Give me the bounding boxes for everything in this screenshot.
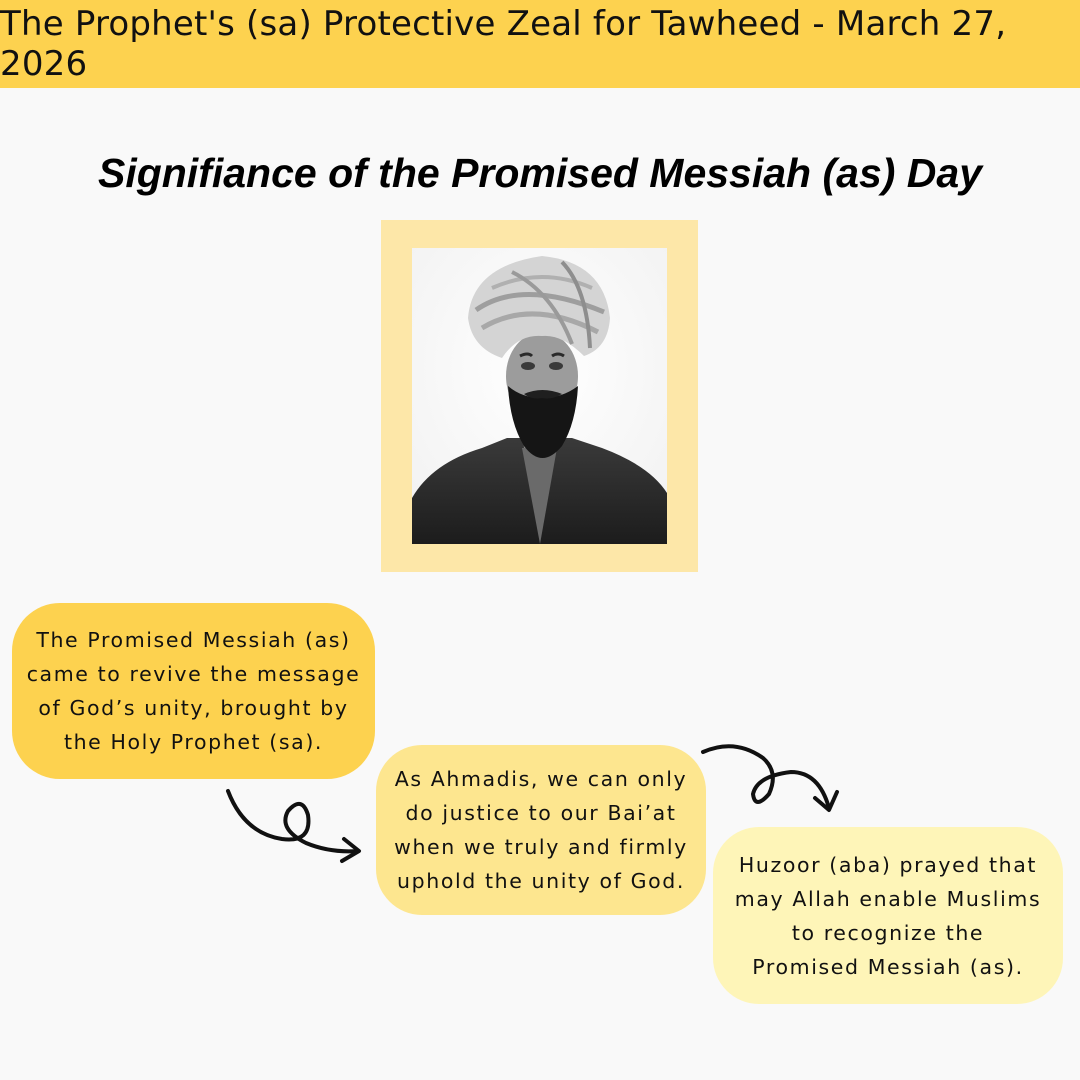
- portrait-photo: [412, 248, 667, 544]
- header-title: The Prophet's (sa) Protective Zeal for Tawheed - March 27, 2026: [0, 4, 1007, 84]
- message-text-3: Huzoor (aba) prayed that may Allah enable Muslims to recognize the Promised Messiah (as).: [734, 852, 1042, 979]
- portrait-frame: [381, 220, 698, 572]
- message-text-2: As Ahmadis, we can only do justice to our Bai’at when we truly and firmly uphold the unity of God.: [394, 767, 688, 893]
- message-bubble-3: [713, 827, 1063, 1004]
- header-banner: [0, 0, 1080, 88]
- message-text-1: The Promised Messiah (as) came to revive the message of God’s unity, brought by the Holy Prophet (sa).: [26, 628, 361, 754]
- curly-arrow-icon: [695, 738, 845, 823]
- message-bubble-2: [376, 745, 706, 915]
- portrait-illustration: [412, 248, 667, 544]
- curly-arrow-icon: [220, 785, 370, 865]
- message-bubble-1: [12, 603, 375, 779]
- section-title: Signifiance of the Promised Messiah (as) Day: [97, 150, 983, 196]
